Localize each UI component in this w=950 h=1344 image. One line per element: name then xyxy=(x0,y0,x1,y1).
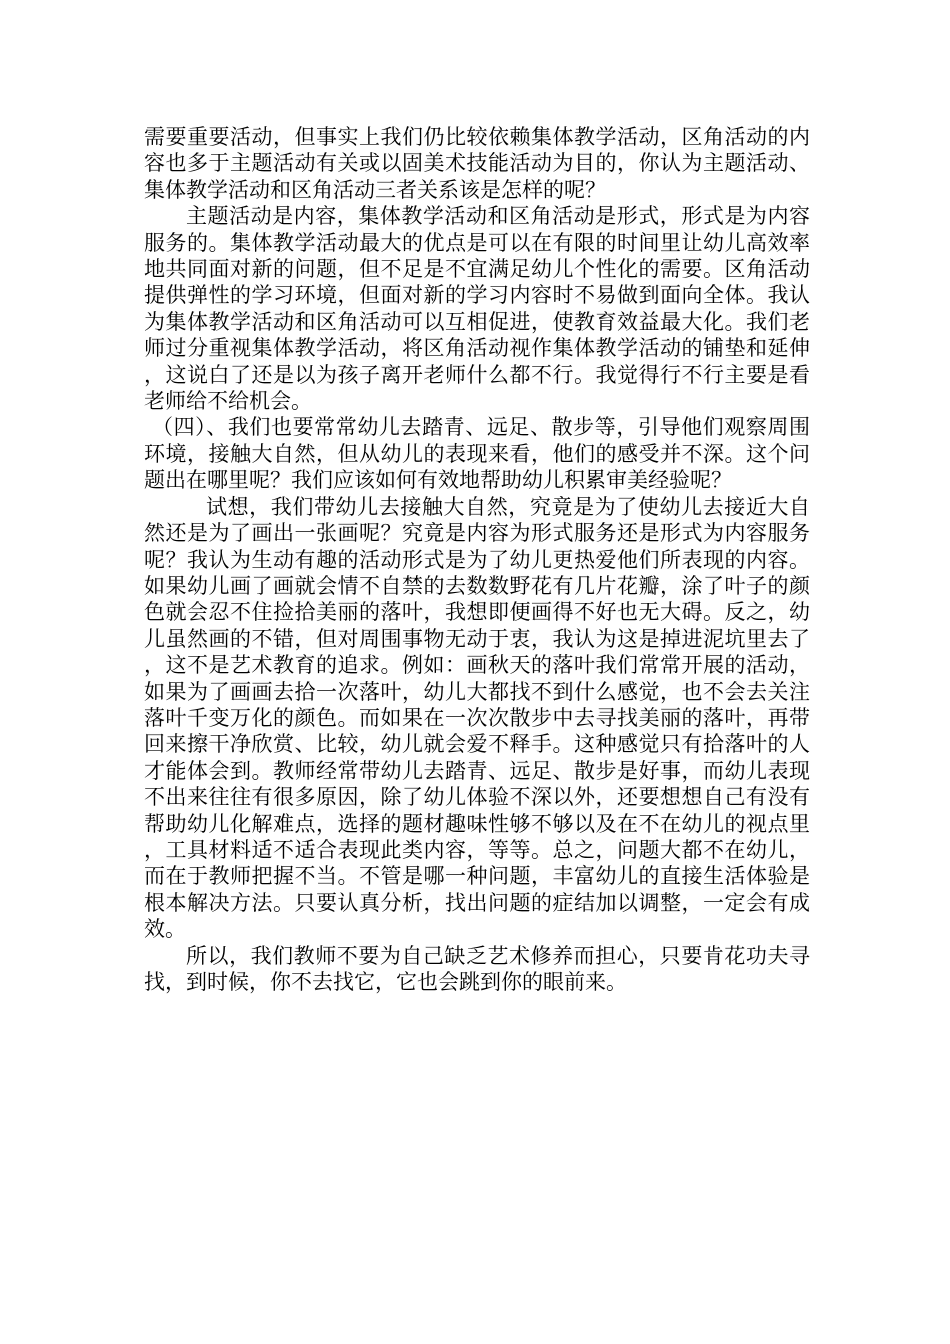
paragraph-answer-activities: 主题活动是内容，集体教学活动和区角活动是形式，形式是为内容服务的。集体教学活动最大的优点是可以在有限的时间里让幼儿高效率地共同面对新的问题，但不足是不宜满足幼儿个性化的需要。区角活动提供弹性的学习环境，但面对新的学习内容时不易做到面向全体。我认为集体教学活动和区角活动可以互相促进，使教育效益最大化。我们老师过分重视集体教学活动，将区角活动视作集体教学活动的铺垫和延伸，这说白了还是以为孩子离开老师什么都不行。我觉得行不行主要是看老师给不给机会。 xyxy=(144,204,810,414)
document-page xyxy=(144,124,810,995)
paragraph-conclusion: 所以，我们教师不要为自己缺乏艺术修养而担心，只要肯花功夫寻找，到时候，你不去找它，它也会跳到你的眼前来。 xyxy=(144,943,810,994)
paragraph-question-context: 需要重要活动，但事实上我们仍比较依赖集体教学活动，区角活动的内容也多于主题活动有关或以固美术技能活动为目的，你认为主题活动、集体教学活动和区角活动三者关系该是怎样的呢？ xyxy=(144,125,810,202)
paragraph-question-four: （四）、我们也要常常幼儿去踏青、远足、散步等，引导他们观察周围环境，接触大自然，但从幼儿的表现来看，他们的感受并不深。这个问题出在哪里呢？我们应该如何有效地帮助幼儿积累审美经验呢？ xyxy=(144,415,810,493)
paragraph-answer-nature: 试想，我们带幼儿去接触大自然，究竟是为了使幼儿去接近大自然还是为了画出一张画呢？究竟是内容为形式服务还是形式为内容服务呢？我认为生动有趣的活动形式是为了幼儿更热爱他们所表现的内容。如果幼儿画了画就会情不自禁的去数数野花有几片花瓣，涂了叶子的颜色就会忍不住捡拾美丽的落叶，我想即便画得不好也无大碍。反之，幼儿虽然画的不错，但对周围事物无动于衷，我认为这是掉进泥坑里去了，这不是艺术教育的追求。例如：画秋天的落叶我们常常开展的活动，如果为了画画去拾一次落叶，幼儿大都找不到什么感觉，也不会去关注落叶千变万化的颜色。而如果在一次次散步中去寻找美丽的落叶，再带回来擦干净欣赏、比较，幼儿就会爱不释手。这种感觉只有拾落叶的人才能体会到。教师经常带幼儿去踏青、远足、散步是好事，而幼儿表现不出来往往有很多原因，除了幼儿体验不深以外，还要想想自己有没有帮助幼儿化解难点，选择的题材趣味性够不够以及在不在幼儿的视点里，工具材料适不适合表现此类内容，等等。总之，问题大都不在幼儿，而在于教师把握不当。不管是哪一种问题，丰富幼儿的直接生活体验是根本解决方法。只要认真分析，找出问题的症结加以调整，一定会有成效。 xyxy=(144,494,810,942)
